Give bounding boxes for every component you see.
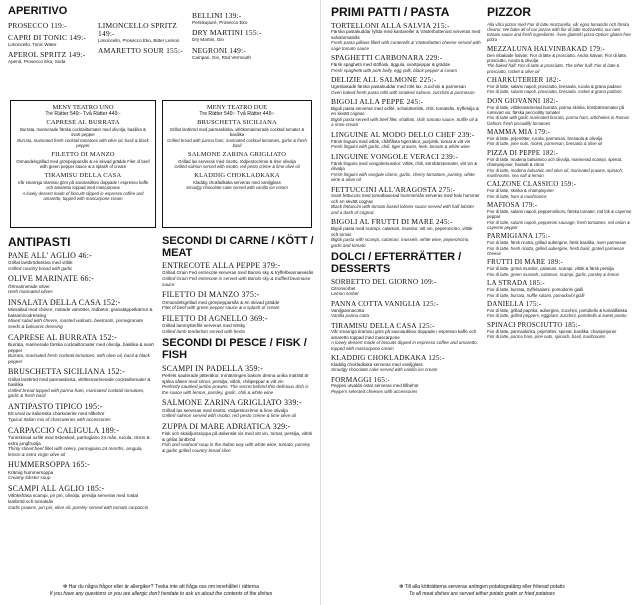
menu-item [487, 98, 633, 126]
menu-item-desc-en: Grilled country bread with garlic [8, 265, 73, 271]
pizza-title: PIZZOR [487, 5, 531, 19]
menu-item-desc-en: Fresh linguini with garlic, chili, tiger prawns, leek, tomato & white wine [331, 144, 470, 150]
allergy-note-sv: ❇ Har du några frågor eller är allergiker? Tveka inte att fråga oss om innehållet i rätterna [63, 584, 259, 590]
menu-item [167, 152, 307, 169]
menu-item-desc: Svart fettuccini med tomatbaserad hummersås serveras med halv hummer och en skvätt cognac [331, 193, 480, 204]
menu-item-desc: Bigoli pasta serveras med oxfilé, schalottenlök, chili, tomatsås, tryffelolja & en skvätt cognac [331, 105, 479, 117]
menu-item [192, 29, 312, 42]
menu-item [162, 262, 314, 287]
menu-item-desc-en: Fior di latte, salami napoli, prosciutto, bresaola, rocket & grana padano [487, 89, 622, 95]
menu-item-name: PANNA COTTA VANIGLIA 125:- [331, 298, 439, 308]
menu-item-desc-en: Fresh pasta pillows filled with canterells & Västerbotten cheese served with sage tomato sauce [331, 40, 481, 51]
antipasti-title: ANTIPASTI [8, 235, 71, 249]
secondi-pesce-title: SECONDI DI PESCE / FISK / FISH [162, 337, 307, 361]
left-footer [8, 584, 314, 597]
menu-item-desc: Fior di latte, färsk ricotta, grillad aubergine, färsk basilika, riven parmesan [487, 240, 627, 246]
menu-item [331, 218, 481, 248]
menu-item [8, 427, 154, 458]
menu-item-desc: Fior di latte, burrata, tryffelsalami, pomodorini gialli [487, 287, 583, 293]
aperitivo-col-2 [98, 22, 184, 59]
menu-item [331, 54, 481, 73]
menu-item-desc: Fior di latte, skinka & champinjoner [487, 188, 554, 194]
menu-item-desc-en: Grilled lamb tenderloin served with herbs [162, 328, 246, 334]
menu-item-desc: Tunnskivad oxfilé med ösbesked, parmigiano 24 mån, rucola, citron & extra jungfruolja [8, 435, 150, 446]
menu-item [331, 300, 481, 319]
menu-item-desc-en: Fior di latte, fresh ricotta, grilled aubergine, fresh basil, grated parmesan cheese [487, 245, 625, 256]
menu-item-name: BELLINI 139:- [192, 11, 242, 20]
menu-item-desc: Perfekt sauterade jätteräkor. Inmätningen bakom denna unika maträtt är själva såsen med citron, persilja, vitlök, chilipeppar & vitt vin [162, 372, 309, 384]
menu-item-desc-en: Vanilla panna cotta [331, 313, 370, 319]
menu-item [8, 334, 154, 365]
secondi-section [162, 236, 314, 458]
menu-item-desc: Färsk spaghetti med stöflask, äggula, svartpeppar & grädde [331, 62, 451, 68]
menu-item-desc: Fior di latte, grillad paprika, aubergine, zucchini, portobello & korialdfalska [487, 308, 628, 314]
menu-item [487, 280, 633, 298]
menu-item-name: APEROL SPRITZ 149:- [8, 50, 86, 60]
menu-item-desc-en: Grilled Grain Fed entrecote is served with Barolo sky & truffled bearnaise sauce [162, 276, 311, 287]
menu-item-desc-en: Fior di latte, salami napoli, pepperoni sausage, fresh tomatoes, red onion & cayenne pepper [487, 219, 630, 230]
aperitivo-col-3 [192, 12, 312, 64]
menu-item-name: LINGUINE VONGOLE VERACI 239:- [331, 151, 458, 161]
menu-item-desc-en: Grilled salmon served with risotto, red pesto crème & lime olive oil [162, 413, 297, 419]
menu-item-name: CAPRESE AL BURRATA [46, 119, 120, 127]
menu-item-name: DELIZIE ALL SALMONE 225:- [331, 75, 437, 85]
menu-item-desc-en: Fior di latte, parma ham, pine nuts, spinach, basil, mushrooms [487, 334, 606, 340]
menu-item-name: CHARKUTERIER 182:- [487, 75, 562, 84]
menu-item-desc-en: Fior di latte, green mussels, calamari, scampi, garlic, parsley & lemon [487, 271, 620, 277]
menu-item [15, 120, 151, 148]
menu-item [331, 22, 481, 52]
menu-item-desc: Fior di latte, gröna musslor, calamari, scampi, vitlök & färsk persilja [487, 266, 614, 272]
menu-item-desc: Fior di latte, vitlöksmarinerad burrata, parma skinka, körsbärstomater på rumsvart vis, färska pecciolitty tomater [487, 104, 625, 116]
menu-item-desc: Fior di latte, prijenötter, rucola, parmesan, bresaola & olivolja [487, 136, 603, 142]
menu-item-desc: Ormandelsgrillad med grönpepparsås & en skivad grädde [162, 299, 280, 305]
menu-item-name: DANIELLA 175:- [487, 299, 542, 308]
menu-item-name: FILETTO DI MANZO [51, 151, 115, 159]
menu-item [167, 120, 307, 148]
box-title: MENY TEATRO DUE [206, 104, 268, 111]
menu-item [331, 76, 481, 95]
menu-item-desc-en: Oven baked fresh pasta rolls with smoked salmon, zucchini & parmesan [331, 89, 475, 95]
menu-item-desc-en: Fresh linguini with vongole clams, garlic, cherry tomatoes, parsley, white wine & olive oil [331, 171, 475, 183]
menu-item-desc: Limoncello, Tonic Water [8, 41, 57, 47]
menu-item-desc: Persikopuré, Prosecco Eko [192, 19, 248, 25]
sides-note-en: To all meat dishes are served either potato gratin or fried potatoes [409, 590, 555, 597]
menu-item-desc-en: Fior di latte, burrata, truffle salami, pomodorini gialli [487, 292, 585, 298]
menu-item [8, 51, 90, 64]
menu-item-desc: Burrata, marinerade färska cocktailtomater med olivolja, basilika & svart pepper [8, 341, 154, 353]
menu-item-desc: Vaniljpannacotta [331, 307, 364, 313]
menu-item [98, 22, 184, 43]
menu-item-name: PROSECCO 119:- [8, 21, 67, 30]
menu-item [8, 34, 90, 47]
menu-item-name: BRUSCHETTA SICILIANA [197, 119, 277, 127]
menu-item-name: SPINACI PROSCIUTTO 185:- [487, 320, 581, 329]
menu-item [487, 150, 633, 178]
menu-item-desc: Grillad Grain Fed entrecote serveras med Barolo sky & tryffelbearnaisesås [162, 270, 314, 276]
menu-item [8, 299, 154, 330]
box-subtitle: Tre Rätter 549:- Två Rätter 449:- [199, 111, 275, 118]
menu-item [487, 181, 633, 199]
menu-item-desc-en: Black fettuccini with tomato based lobster sauce served with half lobster and a dash of cognac [331, 204, 475, 215]
menu-item-desc: Kladdig chokladkaka serveras med vaniljglass [331, 361, 423, 367]
menu-item [331, 131, 481, 150]
menu-item-name: CARPACCIO CALIGULA 189:- [8, 425, 120, 435]
menu-item [192, 12, 312, 25]
menu-item [331, 376, 481, 395]
menu-item-name: ZUPPA DI MARE ADRIATICA 329:- [162, 421, 291, 431]
menu-item-desc-en: Fior di latte, modena balsamic and olive oil, marinated prawns, spinach, mushrooms, sea salt & lemon [487, 167, 624, 178]
menu-item-desc: Campari, Gin, Röd Vermouth [192, 54, 251, 60]
menu-item [167, 173, 307, 190]
aperitivo-col-1 [8, 22, 90, 69]
menu-item-name: HUMMERSOPPA 165:- [8, 460, 91, 470]
menu-item [487, 259, 633, 277]
menu-item-name: LINGUINE AL MODO DELLO CHEF 239:- [331, 129, 475, 139]
menu-item [331, 278, 481, 297]
menu-item [15, 152, 151, 169]
menu-item-name: DRY MARTINI 155:- [192, 28, 262, 38]
menu-item-desc-en: Bigoli pasta served with beef filet, shallots, chili, tomato sauce, truffle oil & a rinse cream [331, 116, 478, 128]
menu-item [8, 252, 154, 272]
menu-item [487, 202, 633, 230]
menu-item-desc: Bigoli pasta med scampi, calamari, musslor, vitt vin, peperoncino, vitlök och tomat [331, 226, 473, 237]
menu-item-desc: Grillat lantbrödsskiva med vitlök [8, 259, 73, 265]
menu-item-name: BRUSCHETTA SICILIANA 152:- [8, 367, 126, 377]
right-footer [331, 584, 633, 597]
menu-item [192, 47, 312, 60]
menu-item-name: TIRAMISU DELLA CASA 125:- [331, 320, 435, 330]
antipasti-section [8, 236, 154, 514]
menu-item-desc: Peppes utvalda ostar serveras med tillbehör [331, 383, 419, 389]
menu-item-desc-en: A lovely dessert made of biscuits dipped in espresso coffee and amaretto, topped with mascarpone cream [22, 190, 144, 201]
menu-item-name: CAPRESE AL BURRATA 152:- [8, 332, 117, 342]
aperitivo-section [8, 6, 314, 98]
menu-item-desc: Krämig hummersoppa [8, 469, 54, 475]
secondi-carne-title: SECONDI DI CARNE / KÖTT / MEAT [162, 235, 314, 259]
menu-item-name: LIMONCELLO SPRITZ 149:- [98, 21, 178, 38]
menu-item-name: CAPRI DI TONIC 149:- [8, 32, 87, 42]
menu-item [487, 46, 633, 74]
menu-item [162, 423, 314, 454]
menu-item-name: PANE ALL' AGLIO 46:- [8, 250, 93, 260]
menu-item-desc: Färsk linguini med vongolemusslor, vitlök, chili, körsbärstomater, vitt vin & olivolja [331, 160, 478, 172]
menu-item [15, 173, 151, 201]
menu-item-desc: Ormandelsgrillad med grönpepparsås & en skivad grädde Filet of beef with green pepper sauce & a splash of cream [16, 158, 150, 170]
menu-item-desc: Limoncello, Prosecco Eko, Bitter Lemon [98, 37, 180, 43]
menu-item-desc-en: Fior di latte, pine nuts, rocket, parmesan, bresaola & olive oil [487, 141, 603, 147]
menu-item-desc-en: Creamy lobster soup [8, 475, 51, 481]
aperitivo-title: APERITIVO [8, 5, 68, 17]
menu-item [331, 153, 481, 183]
menu-item-desc-en: Grilled salmon served with risotto, red pesto crème & lime olive oil [174, 164, 300, 170]
menu-item [331, 98, 481, 128]
menu-item-desc: Aperol, Prosecco Eko, Soda [8, 59, 66, 65]
menu-item-name: FETTUCCINI ALL'ARAGOSTA 275:- [331, 184, 456, 194]
menu-item-name: MAMMA MIA 179:- [487, 127, 550, 136]
menu-item-name: KLADDIG CHOKLADKAKA [194, 172, 280, 180]
menu-item-name: SALMONE ZARINA GRIGLIATO 339:- [162, 398, 302, 408]
menu-item-desc-en: Grilled bread topped with parma ham, marinated cocktail tomatoes, garlic & fresh basil [8, 387, 145, 399]
menu-item-name: SORBETTO DEL GIORNO 109:- [331, 277, 437, 287]
menu-item-desc: Grillad lammytterfilé serveras med örtsky [162, 323, 246, 329]
menu-item-name: BIGOLI ALLA PEPPE 245:- [331, 97, 424, 107]
menu-item-desc: Burrata, marinerade färska cocktailtomater med olivolja, basilika & svart pepper [20, 127, 146, 138]
menu-item-name: ANTIPASTO TIPICO 195:- [8, 402, 103, 412]
menu-item [487, 322, 633, 340]
menu-item-desc-en: Peppe's selected cheeses with accessories [331, 388, 418, 394]
menu-item [331, 354, 481, 373]
menu-item-desc: Ett urval av italienska charkuterier med tillbehör [8, 411, 105, 417]
menu-item-name: DON GIOVANNI 182:- [487, 96, 559, 105]
menu-item-desc-en: Perfectly sautéed jumbo prawns. The secret behind this delicious dish is the sauce with lemon, parsley, garlic, chili & white wine [162, 384, 309, 395]
menu-item-desc: Fior di latte, salami napoli, prosciutto, bresaola, rucola & grana padano [487, 84, 622, 90]
menu-item-name: CALZONE CLASSICO 159:- [487, 180, 577, 188]
menu-item-desc-en: Fior di latte, ham & mushrooms [487, 193, 547, 199]
box-subtitle: Tre Rätter 549:- Två Rätter 449:- [45, 111, 121, 118]
menu-item [8, 368, 154, 399]
menu-item [162, 315, 314, 335]
menu-item-desc-en: Herb marinated olives [8, 289, 53, 295]
pizza-section [487, 6, 633, 342]
menu-item-desc-en: Smudgy chocolate cake served with vanilla ice cream [186, 185, 288, 191]
menu-item-desc: Citronsorbet [331, 285, 356, 291]
menu-item-desc: Fior di latte, salami napoli, pepperonikorv, färska tomater, röd lök & cayenne peppar [487, 209, 632, 220]
menu-item-name: KLADDIG CHOKLADKAKA 125:- [331, 353, 445, 363]
menu-item [162, 291, 314, 311]
menu-item [8, 403, 154, 423]
menu-item [8, 461, 154, 481]
menu-item [162, 399, 314, 419]
menu-item-desc: Grillat lantbröd med parmaskinka, vitlöksmarinerade cocktailtomater & basilika [8, 376, 151, 388]
menu-item-name: OLIVE MARINATE 66:- [8, 274, 95, 284]
menu-item-desc: Fisk och skaldjurssoppa på italienskt vis med vitt vin, tomat, persilja, vitlök & grillat lantbröd [162, 431, 313, 442]
menu-item-name: TIRAMISU DELLA CASA [44, 172, 122, 180]
menu-item-desc-en: Bigoli pasta with scampi, calamari, mussels, white wine, peperoncino, garlic and tomato [331, 237, 470, 248]
menu-item-name: SCAMPI IN PADELLA 359:- [162, 363, 263, 373]
menu-item [487, 301, 633, 319]
menu-item-desc: Mixsallad med chèvre, rostade valnötter, rödbetor, granatäppelkärnor & balsamicodressing [8, 307, 153, 318]
pasta-section [331, 6, 481, 397]
menu-item-desc-en: Typical Italian mix of charcuteries with accessories [8, 417, 111, 423]
menu-item-desc: Färsk linguini med vitlök, chiliflåsta tigerräkor, purjolök, tomat & vitt vin [331, 138, 471, 144]
menu-item [487, 233, 633, 256]
menu-item-desc-en: Grilled bread with parma ham, marinated cocktail tomatoes, garlic & fresh basil [167, 137, 307, 148]
menu-item-desc: Kladdig chokladkaka serveras med vaniljglass [193, 180, 281, 186]
menu-item-desc-en: Burrata, marinated fresh cocktail tomatoes, with olive oil, basil & black pepper [8, 353, 150, 364]
menu-item-desc: Fior di latte, modena balsamico och olivolja, marinerad scampi, spenat, champinjoner, haxsalt & citron [487, 157, 623, 168]
menu-teatro-due-box [162, 100, 312, 228]
menu-item-name: FILETTO DI AGNELLO 369:- [162, 313, 268, 323]
sides-note-sv: ❇ Till alla kötträtterna serveras antingen potatisgratäng eller friterad potatis [399, 584, 565, 590]
menu-item-name: PIZZA DI PEPPE 182:- [487, 148, 559, 157]
menu-item-name: AMARETTO SOUR 155:- [98, 46, 183, 56]
menu-item-desc: Örtmarinerade oliver [8, 283, 50, 289]
menu-item-desc-en: Fresh spaghetti with pork belly, egg yolk, black pepper & cream [331, 67, 457, 73]
menu-item-desc-en: Filet of beef with green pepper sauce & a splash of cream [162, 305, 280, 311]
menu-item-name: FORMAGGI 165:- [331, 374, 390, 384]
menu-item-name: LA STRADA 185:- [487, 278, 545, 287]
menu-item-name: NEGRONI 149:- [192, 45, 247, 55]
menu-item-name: TORTELLONI ALLA SALVIA 215:- [331, 20, 450, 30]
right-menu-page [320, 0, 640, 605]
menu-item-desc-en: Garlic prawns, piri piri, olive oil, parsley served with tomato carpaccio [8, 504, 149, 510]
menu-item-desc: Ugnsbakade färska pastakuddar med rökt lax, zucchini & parmesan [331, 84, 466, 90]
menu-item [331, 186, 481, 216]
menu-item-name: SALMONE ZARINA GRIGLIATO [187, 151, 287, 159]
menu-item-desc: Färska pastakuddar fyllda med kantareller & Västerbottenost serveras med salvatomatsås [331, 29, 481, 40]
menu-item [8, 22, 90, 30]
menu-item-name: PARMIGIANA 175:- [487, 232, 551, 241]
menu-item-desc-en: The baked half: Fior di latte & prosciutto. The other half: Fior di latte & prosciutto, rocket & olive oil [487, 63, 620, 74]
menu-item-desc: Grillat lantbröd med parmaskinka, vitlöksmarinerade cocktail tomater & basilika [169, 127, 305, 138]
menu-item-desc: Vår smarriga tiramisu görs på savoiardikex doppade i espresso kaffe och amaretto toppad med mascarpone [331, 329, 477, 340]
menu-item-desc: Grillad lax serveras med risotto, rödpestocrème & lime olivolja [162, 407, 288, 413]
menu-item-desc: Vår smarriga tiramisu görs på savoiardikex doppade i espresso kaffe och amaretto toppad med mascarpone [17, 180, 149, 191]
menu-item-name: INSALATA DELLA CASA 152:- [8, 297, 121, 307]
menu-item-desc: Vitlöksfräsa scampi, pir piri, olivolja, persilja serveras med rostat lantbröd och tomatsås [8, 493, 139, 504]
menu-item-name: MEZZALUNA HALVINBAKAD 179:- [487, 44, 605, 53]
dolci-title: DOLCI / EFTERRÄTTER / DESSERTS [331, 251, 462, 275]
menu-item-desc-en: Mixed salad with chevre, roasted walnuts, beetroots, pomegranate seeds & balsamic dressing [8, 318, 144, 329]
box-title: MENY TEATRO UNO [52, 104, 114, 111]
pizza-intro: Alla våra pizzor med Fior di latte mozzarella, vår egna tomatsås och färska råvaror. We bake all of our pizzas with fior di latte mozzarella, our own tomato sauce and fresh ingredients. Även glutenfri pizza Option: gluten-free pizza [487, 21, 631, 43]
menu-item-desc-en: Smudgy chocolate cake served with vanilla ice cream [331, 367, 438, 373]
menu-item-desc: Fior di latte, parmaskinka, prijenötter, spenat, basilika, champinjoner [487, 328, 617, 334]
menu-item-desc-en: Thinly sliced beef fillet with celery, parmigiano 24 months, arugula, lemon & extra virgin olive oil [8, 446, 143, 457]
menu-item-desc-en: Fior di latte, grilled peppers, eggplant, zucchini, portobello & sweet potato [487, 313, 627, 319]
menu-item-name: BIGOLI AL FRUTTI DI MARE 245:- [331, 217, 453, 227]
menu-item-name: SCAMPI ALL AGLIO 185:- [8, 483, 105, 493]
menu-item-name: ENTRECOTE ALLA PEPPE 379:- [162, 261, 281, 271]
menu-item-desc: Grillad lax serveras med risotto, rödpestocrème & lime olivolja [178, 158, 296, 164]
allergy-note-en: If you have any questions or you are allergic don't hesitate to ask us about the contents of the dishes [49, 590, 273, 597]
menu-item-desc-en: A lovely dessert made of biscuits dipped in espresso coffee and amaretto, topped with mascarpone cream [331, 340, 478, 351]
menu-teatro-uno-box [10, 100, 156, 228]
menu-item [8, 275, 154, 295]
menu-item-name: MAFIOSA 179:- [487, 200, 538, 209]
menu-item-desc-en: Fior di latte with garlic marinated burrata, parma ham, artichokes in Roman fashion, fresh piccadilly tomatoes [487, 115, 630, 126]
menu-item-desc: Dry Martini, Gin [192, 37, 224, 43]
menu-item [487, 77, 633, 95]
menu-item-desc-en: Fish and seafood soup in the Italian way with white wine, tomato, parsley & garlic grilled country bread slice [162, 442, 311, 454]
menu-item [487, 129, 633, 147]
menu-item-name: FILETTO DI MANZO 375:- [162, 290, 260, 300]
menu-item [162, 365, 314, 396]
menu-item-name: SPAGHETTI CARBONARA 229:- [331, 53, 443, 63]
menu-item-name: FRUTTI DI MARE 189:- [487, 258, 564, 267]
menu-item-desc-en: Lemon sorbet [331, 291, 359, 297]
menu-item [331, 322, 481, 352]
menu-item [8, 485, 154, 510]
menu-item-desc: Den inbakade halvan: Fior di latte & prosciutto. Andra halvan: Fior di latte, prosciutto, rucola & olivolja [487, 52, 628, 64]
menu-item [98, 47, 184, 55]
menu-item-desc-en: Burrata, marinated fresh cocktail tomatoes with olive oil, basil & black pepper [17, 137, 149, 148]
pasta-title: PRIMI PATTI / PASTA [331, 5, 450, 19]
